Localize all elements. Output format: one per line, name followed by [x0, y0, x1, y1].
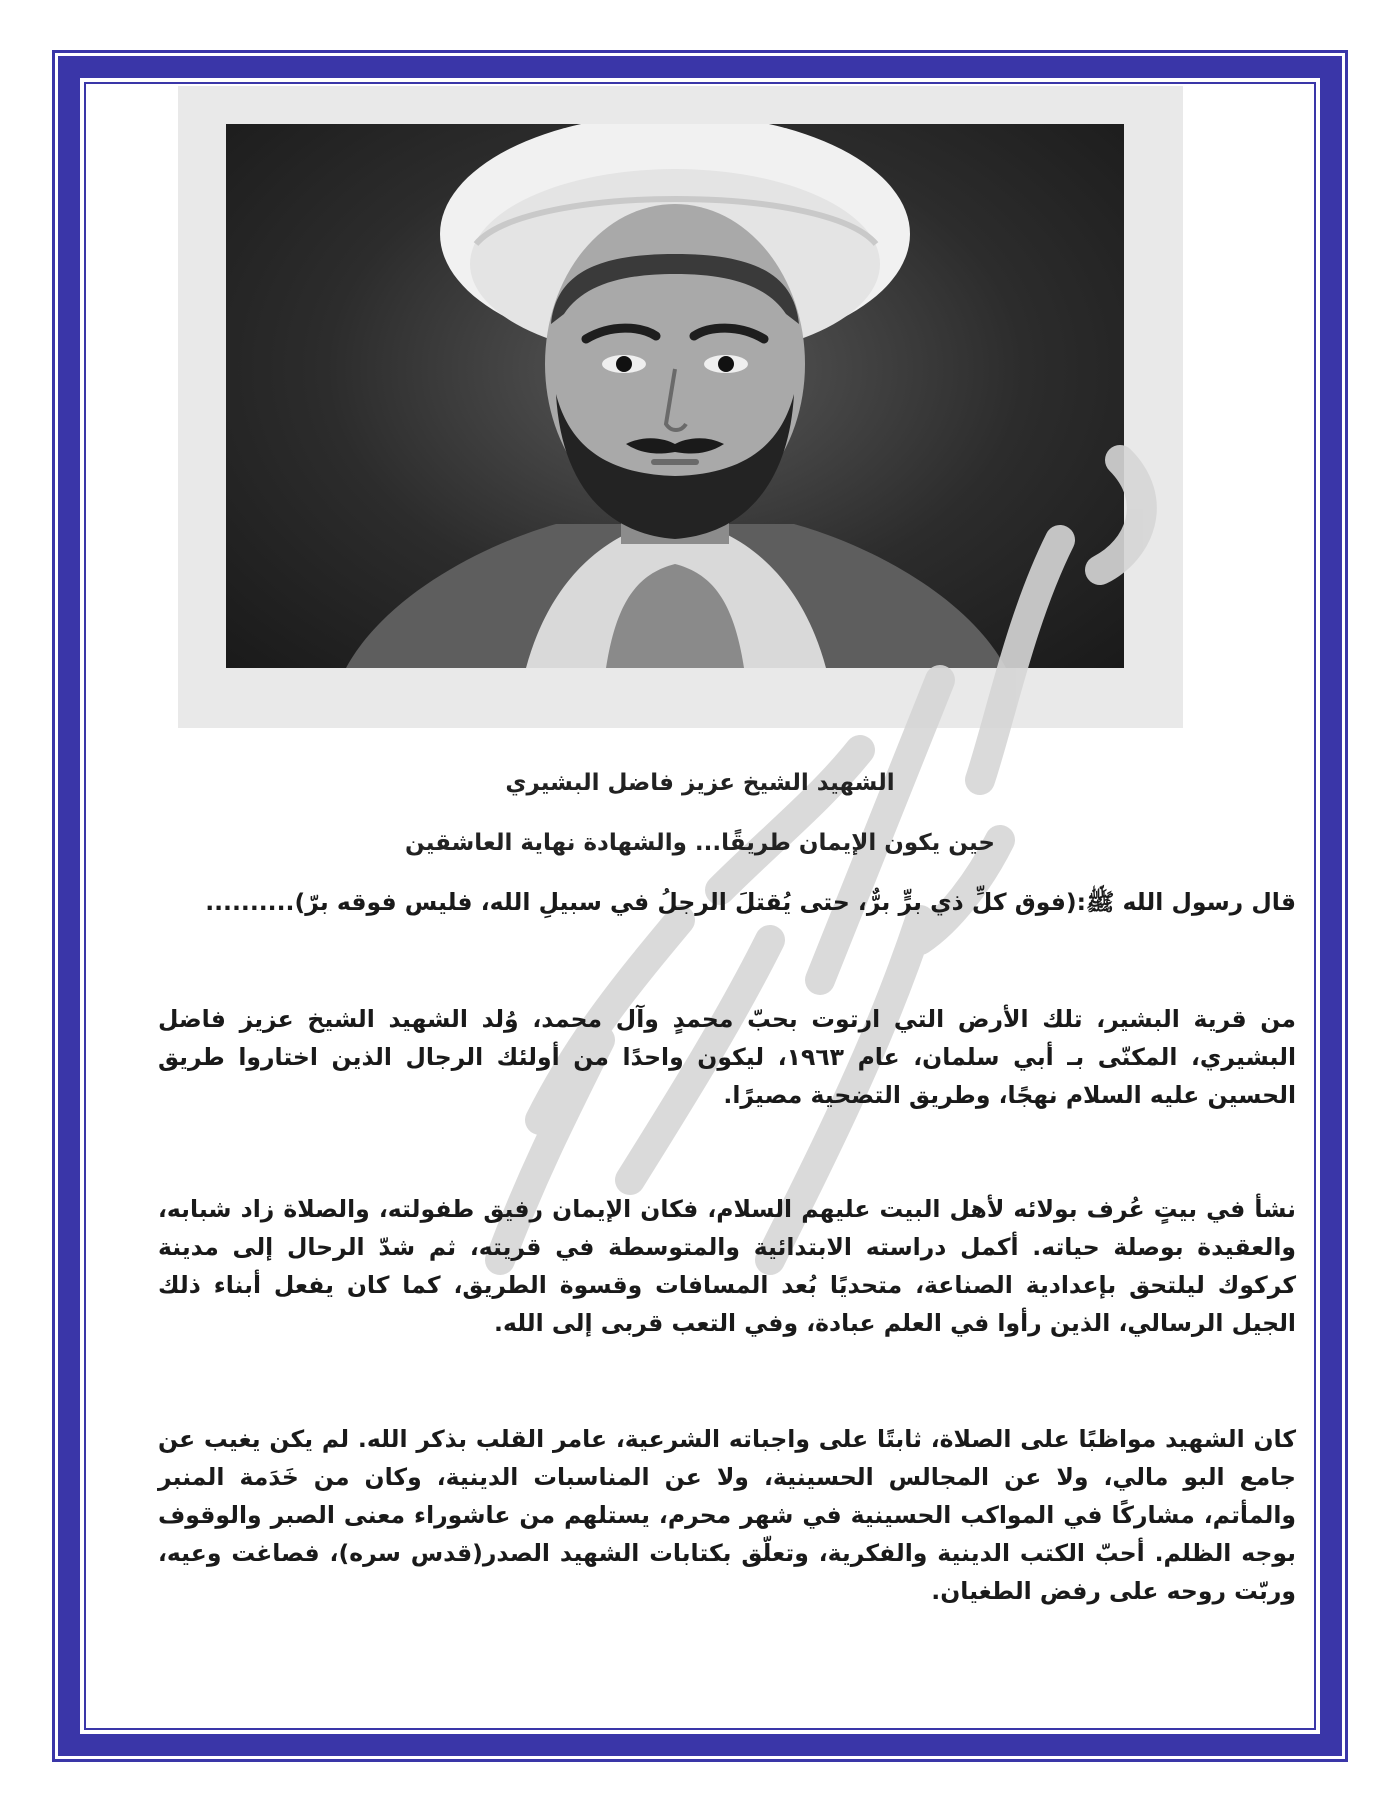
- paragraph-upbringing: نشأ في بيتٍ عُرف بولائه لأهل البيت عليهم السلام، فكان الإيمان رفيق طفولته، والصلاة زاد شبابه، والعقيدة بوصلة حياته. أكمل دراسته الابتدائية والمتوسطة في قريته، ثم شدّ الرحال إلى مدينة كركوك ليلتحق بإعدادية الصناعة، متحديًا بُعد المسافات وقسوة الطريق، كما كان يفعل أبناء ذلك الجيل الرسالي، الذين رأوا في العلم عبادة، وفي التعب قربى إلى الله.: [158, 1195, 1296, 1337]
- paragraph-hadith: قال رسول الله ﷺ:(فوق كلِّ ذي برٍّ برٌّ، حتى يُقتلَ الرجلُ في سبيلِ الله، فليس فوقه برّ)..........: [205, 888, 1296, 916]
- paragraph-birth: من قرية البشير، تلك الأرض التي ارتوت بحبّ محمدٍ وآل محمد، وُلد الشهيد الشيخ عزيز فاضل البشيري، المكنّى بـ أبي سلمان، عام ١٩٦٣، ليكون واحدًا من أولئك الرجال الذين اختاروا طريق الحسين عليه السلام نهجًا، وطريق التضحية مصيرًا.: [158, 1005, 1297, 1109]
- portrait-image-area: [226, 124, 1124, 668]
- border-pattern-bottom: [58, 1734, 1342, 1756]
- portrait-photo: [178, 86, 1183, 728]
- border-pattern-left: [58, 56, 80, 1756]
- paragraph-devotion: كان الشهيد مواظبًا على الصلاة، ثابتًا على واجباته الشرعية، عامر القلب بذكر الله. لم يكن يغيب عن جامع البو مالي، ولا عن المجالس الحسينية، ولا عن المناسبات الدينية، وكان من خَدَمة المنبر والمأتم، مشاركًا في المواكب الحسينية في شهر محرم، يستلهم من عاشوراء معنى الصبر والوقوف بوجه الظلم. أحبّ الكتب الدينية والفكرية، وتعلّق بكتابات الشهيد الصدر(قدس سره)، فصاغت وعيه، وربّت روحه على رفض الطغيان.: [158, 1425, 1296, 1605]
- portrait-illustration: [226, 124, 1124, 668]
- border-pattern-right: [1320, 56, 1342, 1756]
- page-title: الشهيد الشيخ عزيز فاضل البشيري: [505, 770, 895, 796]
- page-subtitle: حين يكون الإيمان طريقًا... والشهادة نهاية العاشقين: [405, 830, 995, 856]
- border-pattern-top: [58, 56, 1342, 78]
